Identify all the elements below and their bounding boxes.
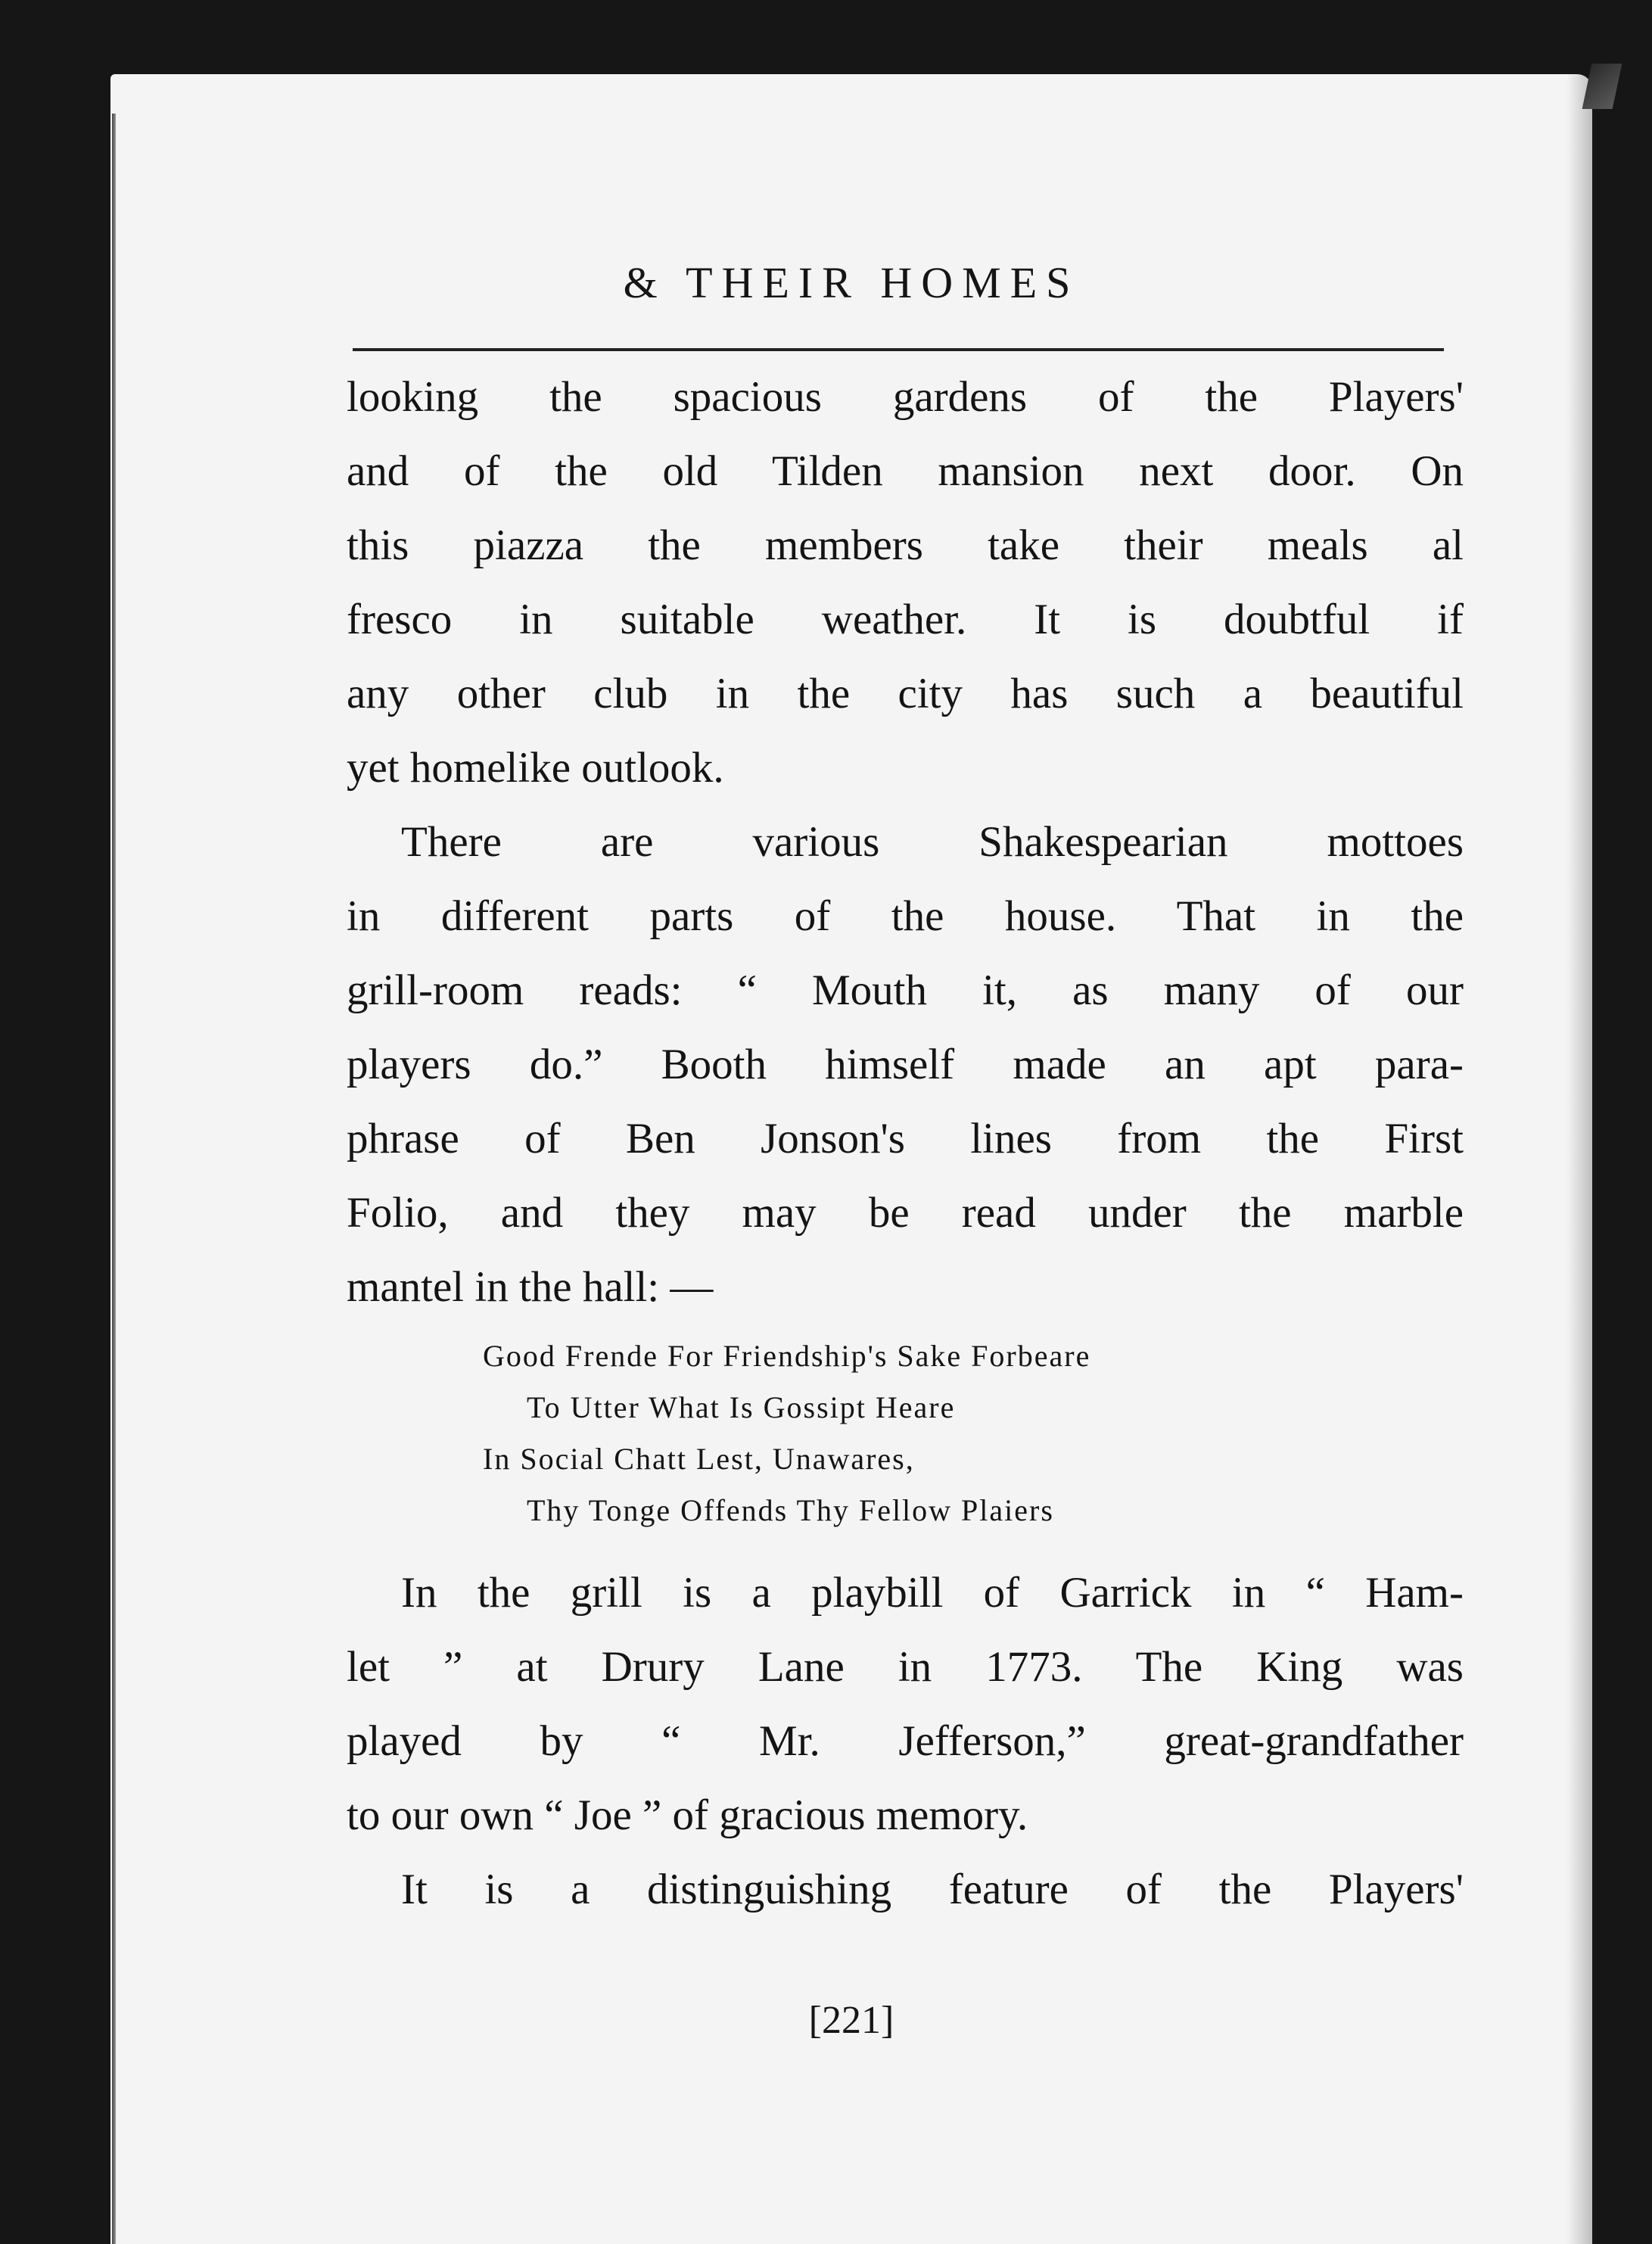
text-line: mantel in the hall: — — [347, 1263, 714, 1311]
poem-line: To Utter What Is Gossipt Heare — [527, 1390, 956, 1424]
header-rule — [353, 348, 1444, 351]
body-text — [347, 360, 1464, 1927]
text-line: It is a distinguishing feature of the Players' — [401, 1866, 1464, 1913]
text-line: fresco in suitable weather. It is doubtful if — [347, 596, 1464, 643]
poem-line: In Social Chatt Lest, Unawares, — [483, 1442, 915, 1476]
text-line: looking the spacious gardens of the Players' — [347, 373, 1464, 421]
text-line: Folio, and they may be read under the marble — [347, 1189, 1464, 1237]
running-header: & THEIR HOMES — [623, 258, 1080, 307]
poem-block — [347, 1324, 1464, 1556]
text-line: played by “ Mr. Jefferson,” great-grandfather — [347, 1717, 1464, 1765]
page-corner-fold — [1582, 64, 1622, 109]
text-line: to our own “ Joe ” of gracious memory. — [347, 1791, 1028, 1839]
text-line: this piazza the members take their meals al — [347, 521, 1464, 569]
poem-line: Thy Tonge Offends Thy Fellow Plaiers — [527, 1493, 1054, 1527]
binding-fold-line — [112, 114, 116, 2244]
text-line: There are various Shakespearian mottoes — [401, 818, 1464, 866]
text-line: and of the old Tilden mansion next door. On — [347, 447, 1464, 495]
text-line: any other club in the city has such a beautiful — [347, 670, 1464, 717]
text-line: phrase of Ben Jonson's lines from the First — [347, 1115, 1464, 1162]
poem-line: Good Frende For Friendship's Sake Forbeare — [483, 1339, 1091, 1373]
text-line: players do.” Booth himself made an apt para- — [347, 1041, 1464, 1088]
page-number: [221] — [808, 1999, 894, 2042]
text-line: yet homelike outlook. — [347, 744, 724, 792]
book-page — [110, 74, 1592, 2244]
text-line: in different parts of the house. That in the — [347, 892, 1464, 940]
text-line: let ” at Drury Lane in 1773. The King was — [347, 1643, 1464, 1691]
text-line: In the grill is a playbill of Garrick in “ Ham- — [401, 1569, 1464, 1617]
page-edge-shadow — [1566, 74, 1592, 2244]
text-line: grill-room reads: “ Mouth it, as many of our — [347, 966, 1464, 1014]
